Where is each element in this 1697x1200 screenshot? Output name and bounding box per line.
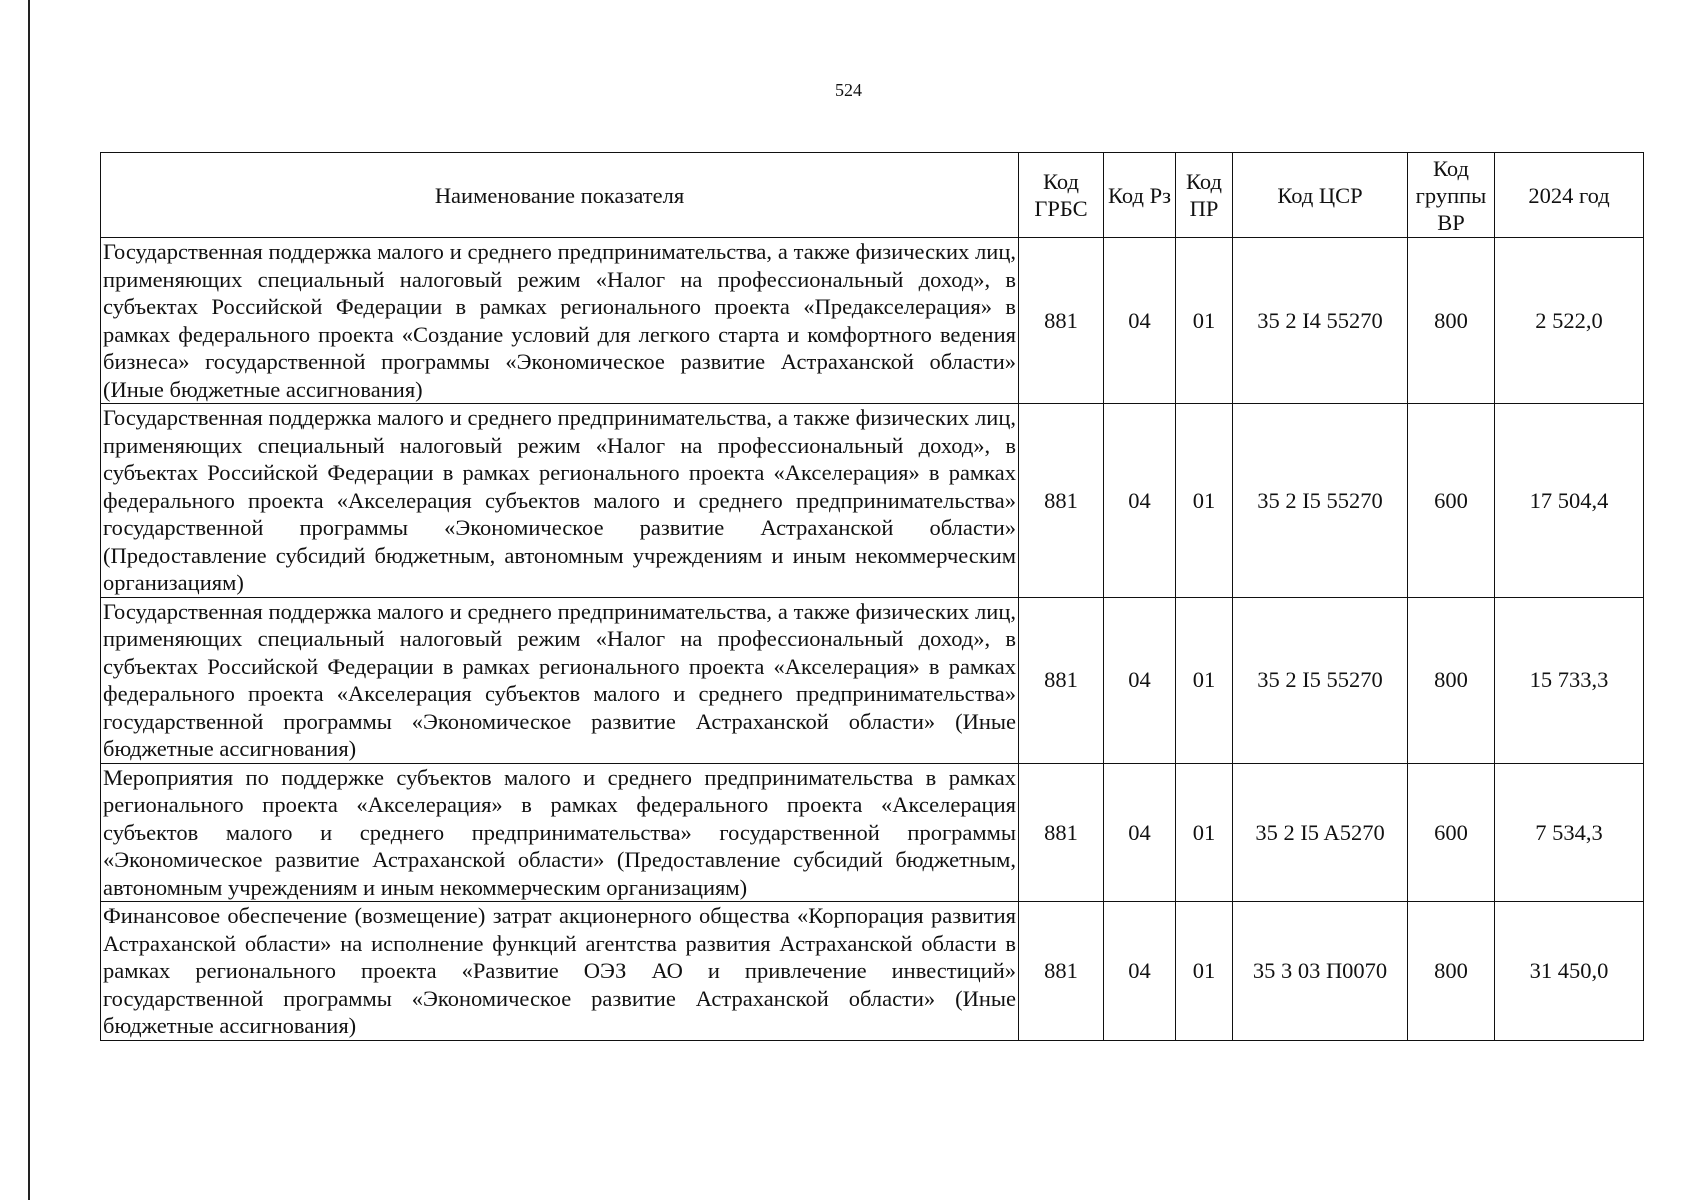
row-csr: 35 2 I5 55270	[1233, 404, 1408, 598]
row-grbs: 881	[1019, 902, 1104, 1041]
header-rz: Код Рз	[1104, 153, 1176, 238]
row-csr: 35 2 I4 55270	[1233, 238, 1408, 404]
row-name: Финансовое обеспечение (возмещение) затрат акционерного общества «Корпорация развития Астраханской области» на исполнение функций агентства развития Астраханской области в рамках регионального проекта «Развитие ОЭЗ АО и привлечение инвестиций» государственной программы «Экономическое развитие Астраханской области» (Иные бюджетные ассигнования)	[101, 902, 1019, 1041]
row-pr: 01	[1176, 238, 1233, 404]
row-rz: 04	[1104, 404, 1176, 598]
header-name: Наименование показателя	[101, 153, 1019, 238]
table-row	[101, 902, 1644, 1041]
row-vr: 800	[1408, 597, 1495, 763]
header-row	[101, 153, 1644, 238]
row-amount: 2 522,0	[1495, 238, 1644, 404]
row-pr: 01	[1176, 902, 1233, 1041]
row-grbs: 881	[1019, 404, 1104, 598]
table-row	[101, 763, 1644, 902]
row-csr: 35 2 I5 A5270	[1233, 763, 1408, 902]
row-rz: 04	[1104, 763, 1176, 902]
row-pr: 01	[1176, 404, 1233, 598]
row-amount: 15 733,3	[1495, 597, 1644, 763]
row-pr: 01	[1176, 597, 1233, 763]
row-grbs: 881	[1019, 763, 1104, 902]
row-grbs: 881	[1019, 238, 1104, 404]
header-pr: Код ПР	[1176, 153, 1233, 238]
row-amount: 7 534,3	[1495, 763, 1644, 902]
table-row	[101, 404, 1644, 598]
header-year: 2024 год	[1495, 153, 1644, 238]
row-name: Мероприятия по поддержке субъектов малого и среднего предпринимательства в рамках регионального проекта «Акселерация» в рамках федерального проекта «Акселерация субъектов малого и среднего предпринимательства» государственной программы «Экономическое развитие Астраханской области» (Предоставление субсидий бюджетным, автономным учреждениям и иным некоммерческим организациям)	[101, 763, 1019, 902]
row-pr: 01	[1176, 763, 1233, 902]
page-number: 524	[835, 80, 862, 100]
row-amount: 17 504,4	[1495, 404, 1644, 598]
row-csr: 35 3 03 П0070	[1233, 902, 1408, 1041]
row-name: Государственная поддержка малого и среднего предпринимательства, а также физических лиц, применяющих специальный налоговый режим «Налог на профессиональный доход», в субъектах Российской Федерации в рамках регионального проекта «Акселерация» в рамках федерального проекта «Акселерация субъектов малого и среднего предпринимательства» государственной программы «Экономическое развитие Астраханской области» (Предоставление субсидий бюджетным, автономным учреждениям и иным некоммерческим организациям)	[101, 404, 1019, 598]
row-vr: 800	[1408, 902, 1495, 1041]
row-rz: 04	[1104, 902, 1176, 1041]
page-binding-line	[28, 0, 30, 1200]
row-name: Государственная поддержка малого и среднего предпринимательства, а также физических лиц, применяющих специальный налоговый режим «Налог на профессиональный доход», в субъектах Российской Федерации в рамках регионального проекта «Предакселерация» в рамках федерального проекта «Создание условий для легкого старта и комфортного ведения бизнеса» государственной программы «Экономическое развитие Астраханской области» (Иные бюджетные ассигнования)	[101, 238, 1019, 404]
row-vr: 800	[1408, 238, 1495, 404]
budget-table	[100, 152, 1644, 1041]
row-csr: 35 2 I5 55270	[1233, 597, 1408, 763]
header-csr: Код ЦСР	[1233, 153, 1408, 238]
table-row	[101, 238, 1644, 404]
row-grbs: 881	[1019, 597, 1104, 763]
header-grbs: Код ГРБС	[1019, 153, 1104, 238]
row-rz: 04	[1104, 597, 1176, 763]
row-vr: 600	[1408, 404, 1495, 598]
header-vr: Код группы ВР	[1408, 153, 1495, 238]
row-rz: 04	[1104, 238, 1176, 404]
row-vr: 600	[1408, 763, 1495, 902]
table-row	[101, 597, 1644, 763]
row-amount: 31 450,0	[1495, 902, 1644, 1041]
row-name: Государственная поддержка малого и среднего предпринимательства, а также физических лиц, применяющих специальный налоговый режим «Налог на профессиональный доход», в субъектах Российской Федерации в рамках регионального проекта «Акселерация» в рамках федерального проекта «Акселерация субъектов малого и среднего предпринимательства» государственной программы «Экономическое развитие Астраханской области» (Иные бюджетные ассигнования)	[101, 597, 1019, 763]
